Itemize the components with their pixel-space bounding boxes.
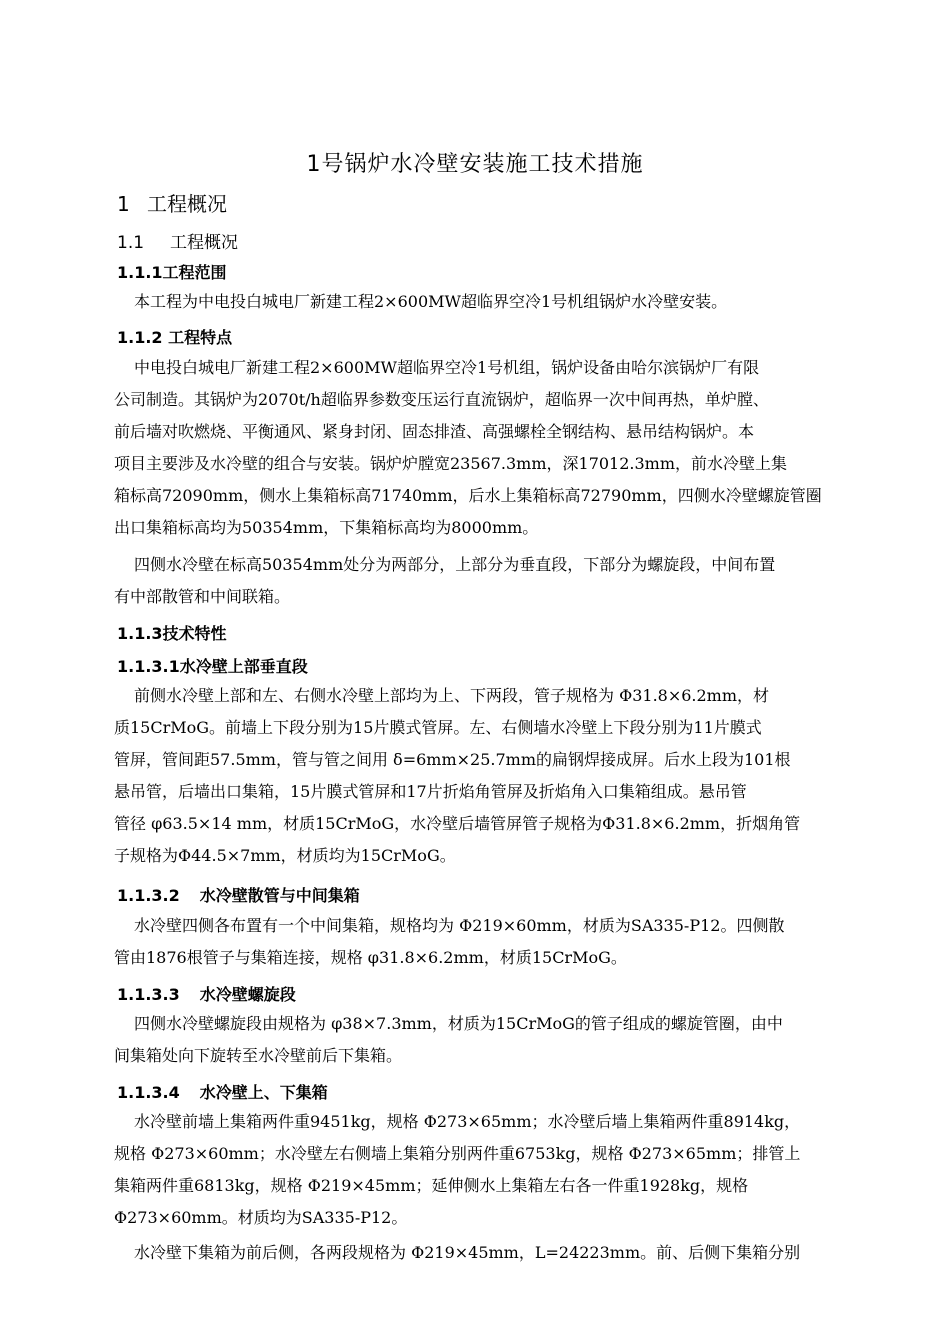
spiral-section-paragraph: 四侧水冷壁螺旋段由规格为 φ38×7.3mm，材质为15CrMoG的管子组成的螺旋管圈，由中 间集箱处向下旋转至水冷壁前后下集箱。 [114, 1014, 783, 1065]
section-1-1-3-2-heading [117, 883, 360, 906]
section-label: 水冷壁上、下集箱 [199, 1083, 328, 1102]
section-label: 水冷壁螺旋段 [199, 985, 296, 1004]
section-1-1-1-heading: 1.1.1工程范围 [117, 263, 227, 282]
section-1-1-heading [117, 228, 238, 253]
section-1-1-3-heading: 1.1.3技术特性 [117, 624, 227, 643]
section-label: 工程概况 [147, 192, 227, 216]
vertical-section-paragraph: 前侧水冷壁上部和左、右侧水冷壁上部均为上、下两段，管子规格为 Φ31.8×6.2mm，材 质15CrMoG。前墙上下段分别为15片膜式管屏。左、右侧墙水冷壁上下段分别为11片膜式 管屏，管间距57.5mm，管与管之间用 δ=6mm×25.7mm的扁钢焊接成屏。后水上段为101根 悬吊管，后墙出口集箱，15片膜式管屏和17片折焰角管屏及折焰角入口集箱组成。悬吊管 管径 φ63.5×14 mm，材质15CrMoG，水冷壁后墙管屏管子规格为Φ31.8×6.2mm，折烟角管 子规格为Φ44.5×7mm，材质均为15CrMoG。 [114, 686, 801, 865]
section-number: 1.1 [117, 233, 145, 253]
section-number: 1.1.3.3 [117, 985, 180, 1004]
section-1-1-3-3-heading [117, 982, 296, 1005]
section-1-1-3-4-heading [117, 1080, 328, 1103]
document-title: 1号锅炉水冷壁安装施工技术措施 [306, 152, 644, 177]
headers-paragraph-2: 水冷壁下集箱为前后侧，各两段规格为 Φ219×45mm，L=24223mm。前、后侧下集箱分别 [134, 1243, 801, 1262]
headers-paragraph-1: 水冷壁前墙上集箱两件重9451kg，规格 Φ273×65mm；水冷壁后墙上集箱两件重8914kg， 规格 Φ273×60mm；水冷壁左右侧墙上集箱分别两件重6753kg，规格 Φ273×65mm；排管上 集箱两件重6813kg，规格 Φ219×45mm；延伸侧水上集箱左右各一件重1928kg，规格 Φ273×60mm。材质均为SA335-P12。 [114, 1112, 801, 1227]
section-label: 水冷壁散管与中间集箱 [199, 886, 360, 905]
section-number: 1.1.3.2 [117, 886, 180, 905]
section-label: 工程概况 [170, 233, 239, 253]
section-number: 1 [117, 192, 130, 216]
section-1-1-3-1-heading: 1.1.3.1水冷壁上部垂直段 [117, 657, 308, 676]
section-number: 1.1.3.4 [117, 1083, 180, 1102]
features-paragraph-2: 四侧水冷壁在标高50354mm处分为两部分，上部分为垂直段，下部分为螺旋段，中间布置 有中部散管和中间联箱。 [114, 555, 776, 606]
section-1-heading [117, 188, 227, 217]
scope-paragraph: 本工程为中电投白城电厂新建工程2×600MW超临界空冷1号机组锅炉水冷壁安装。 [134, 292, 728, 311]
scatter-pipes-paragraph: 水冷壁四侧各布置有一个中间集箱，规格均为 Φ219×60mm，材质为SA335-P12。四侧散 管由1876根管子与集箱连接，规格 φ31.8×6.2mm，材质15CrMoG。 [114, 916, 785, 967]
features-paragraph-1: 中电投白城电厂新建工程2×600MW超临界空冷1号机组，锅炉设备由哈尔滨锅炉厂有限 公司制造。其锅炉为2070t/h超临界参数变压运行直流锅炉，超临界一次中间再热，单炉膛、 前后墙对吹燃烧、平衡通风、紧身封闭、固态排渣、高强螺栓全钢结构、悬吊结构锅炉。本 项目主要涉及水冷壁的组合与安装。锅炉炉膛宽23567.3mm，深17012.3mm，前水冷壁上集 箱标高72090mm，侧水上集箱标高71740mm，后水上集箱标高72790mm，四侧水冷壁螺旋管圈 出口集箱标高均为50354mm，下集箱标高均为8000mm。 [114, 358, 822, 537]
section-1-1-2-heading: 1.1.2 工程特点 [117, 328, 233, 347]
